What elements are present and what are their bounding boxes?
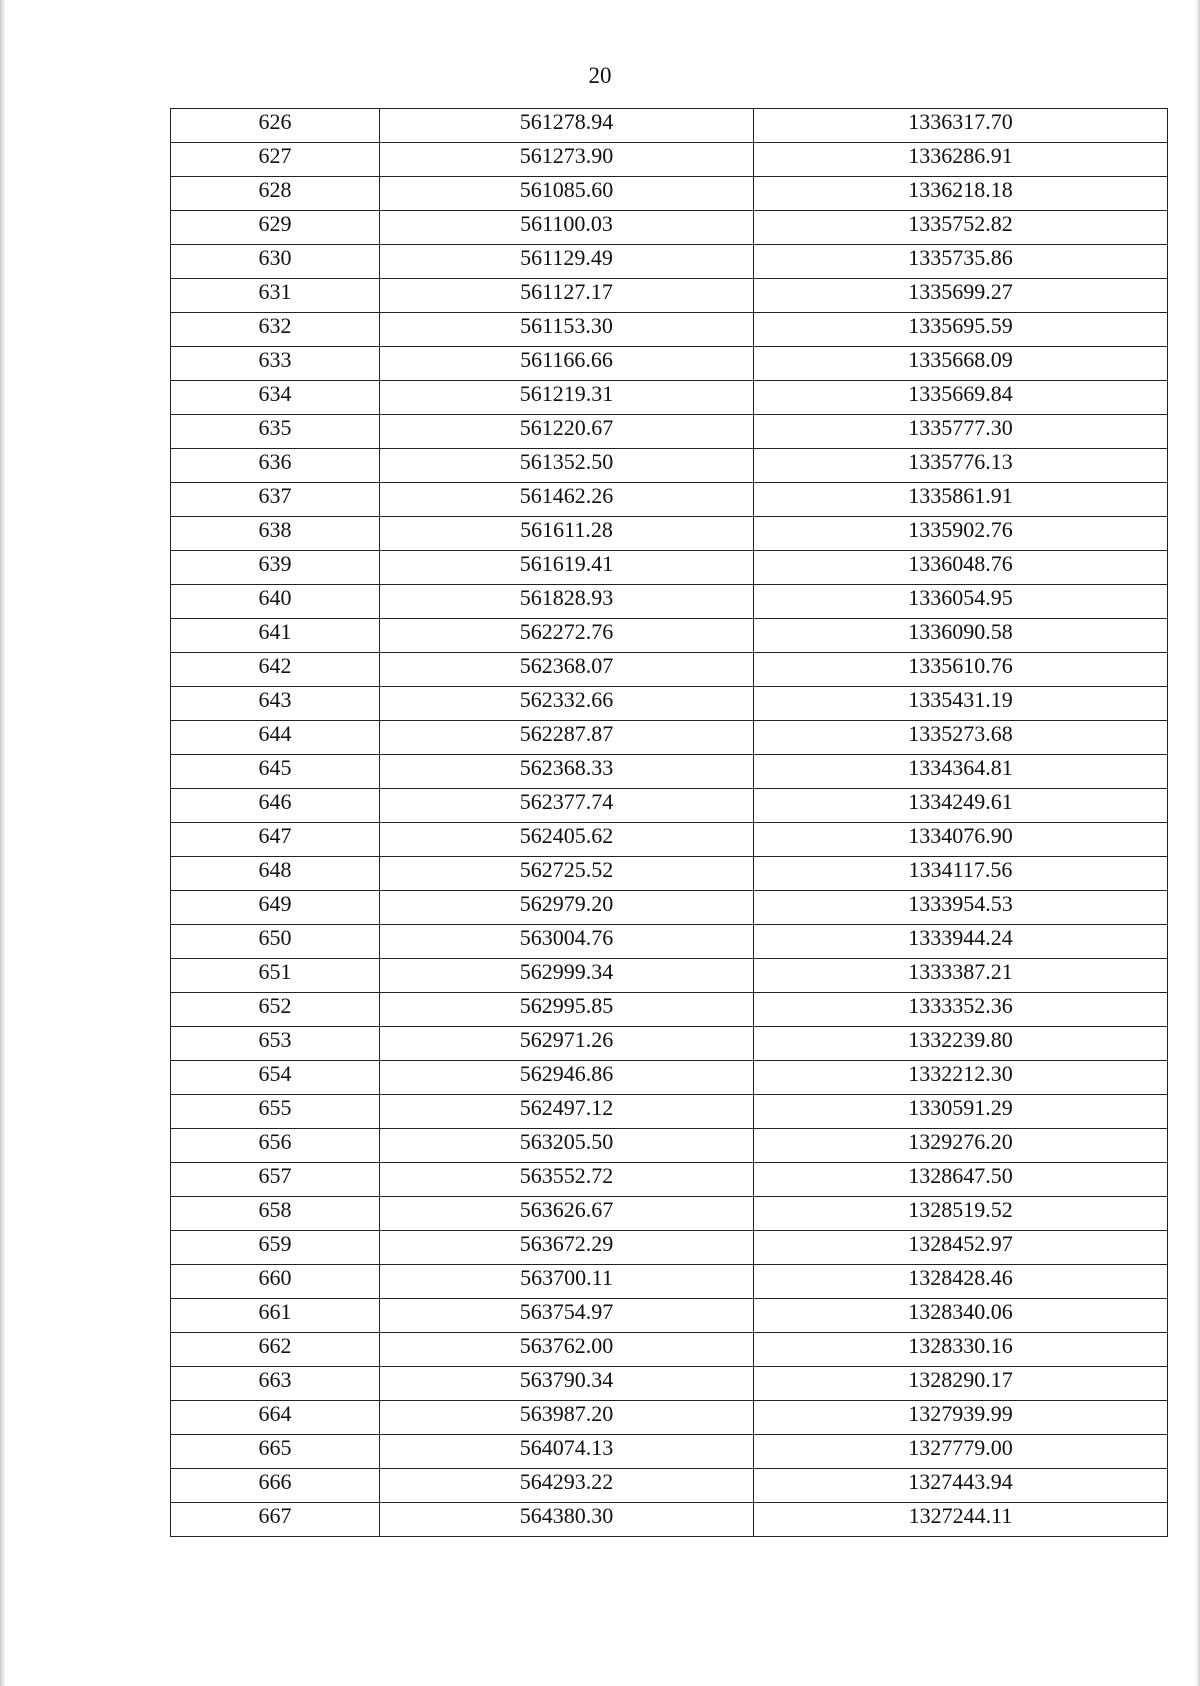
x-coordinate-cell: 561166.66 [380,347,754,381]
table-row [171,585,1168,619]
y-coordinate-cell: 1334076.90 [754,823,1168,857]
table-row [171,381,1168,415]
y-coordinate-cell: 1328647.50 [754,1163,1168,1197]
table-row [171,1163,1168,1197]
y-coordinate-cell: 1335777.30 [754,415,1168,449]
table-row [171,313,1168,347]
y-coordinate-cell: 1336048.76 [754,551,1168,585]
x-coordinate-cell: 562368.07 [380,653,754,687]
table-row [171,857,1168,891]
point-number-cell: 639 [171,551,380,585]
table-row [171,823,1168,857]
y-coordinate-cell: 1328290.17 [754,1367,1168,1401]
table-row [171,1299,1168,1333]
x-coordinate-cell: 563700.11 [380,1265,754,1299]
table-row [171,1333,1168,1367]
x-coordinate-cell: 563790.34 [380,1367,754,1401]
table-row [171,483,1168,517]
point-number-cell: 659 [171,1231,380,1265]
x-coordinate-cell: 562368.33 [380,755,754,789]
x-coordinate-cell: 563552.72 [380,1163,754,1197]
x-coordinate-cell: 562405.62 [380,823,754,857]
y-coordinate-cell: 1330591.29 [754,1095,1168,1129]
y-coordinate-cell: 1335861.91 [754,483,1168,517]
x-coordinate-cell: 562332.66 [380,687,754,721]
x-coordinate-cell: 562999.34 [380,959,754,993]
y-coordinate-cell: 1333352.36 [754,993,1168,1027]
point-number-cell: 654 [171,1061,380,1095]
table-row [171,755,1168,789]
y-coordinate-cell: 1335273.68 [754,721,1168,755]
table-row [171,1129,1168,1163]
point-number-cell: 633 [171,347,380,381]
x-coordinate-cell: 561129.49 [380,245,754,279]
x-coordinate-cell: 561100.03 [380,211,754,245]
x-coordinate-cell: 563205.50 [380,1129,754,1163]
y-coordinate-cell: 1336054.95 [754,585,1168,619]
y-coordinate-cell: 1336218.18 [754,177,1168,211]
x-coordinate-cell: 562979.20 [380,891,754,925]
point-number-cell: 647 [171,823,380,857]
y-coordinate-cell: 1335735.86 [754,245,1168,279]
table-row [171,1435,1168,1469]
x-coordinate-cell: 561153.30 [380,313,754,347]
y-coordinate-cell: 1335695.59 [754,313,1168,347]
point-number-cell: 664 [171,1401,380,1435]
y-coordinate-cell: 1327779.00 [754,1435,1168,1469]
coordinates-table-body [171,109,1168,1537]
y-coordinate-cell: 1327443.94 [754,1469,1168,1503]
point-number-cell: 660 [171,1265,380,1299]
point-number-cell: 645 [171,755,380,789]
y-coordinate-cell: 1335699.27 [754,279,1168,313]
point-number-cell: 644 [171,721,380,755]
table-row [171,211,1168,245]
point-number-cell: 646 [171,789,380,823]
x-coordinate-cell: 561273.90 [380,143,754,177]
point-number-cell: 626 [171,109,380,143]
point-number-cell: 641 [171,619,380,653]
x-coordinate-cell: 562377.74 [380,789,754,823]
table-row [171,449,1168,483]
y-coordinate-cell: 1334249.61 [754,789,1168,823]
table-row [171,1367,1168,1401]
y-coordinate-cell: 1336090.58 [754,619,1168,653]
table-row [171,1469,1168,1503]
y-coordinate-cell: 1334117.56 [754,857,1168,891]
page-number: 20 [588,63,612,88]
y-coordinate-cell: 1335902.76 [754,517,1168,551]
point-number-cell: 667 [171,1503,380,1537]
y-coordinate-cell: 1328452.97 [754,1231,1168,1265]
x-coordinate-cell: 564074.13 [380,1435,754,1469]
point-number-cell: 636 [171,449,380,483]
point-number-cell: 637 [171,483,380,517]
point-number-cell: 632 [171,313,380,347]
table-row [171,1197,1168,1231]
y-coordinate-cell: 1327244.11 [754,1503,1168,1537]
x-coordinate-cell: 562971.26 [380,1027,754,1061]
x-coordinate-cell: 561462.26 [380,483,754,517]
table-row [171,279,1168,313]
table-row [171,1265,1168,1299]
table-row [171,993,1168,1027]
y-coordinate-cell: 1332212.30 [754,1061,1168,1095]
x-coordinate-cell: 561352.50 [380,449,754,483]
y-coordinate-cell: 1335776.13 [754,449,1168,483]
x-coordinate-cell: 561611.28 [380,517,754,551]
point-number-cell: 657 [171,1163,380,1197]
table-row [171,619,1168,653]
x-coordinate-cell: 561219.31 [380,381,754,415]
y-coordinate-cell: 1333944.24 [754,925,1168,959]
table-row [171,415,1168,449]
scan-edge-left [0,0,6,1686]
table-row [171,551,1168,585]
point-number-cell: 628 [171,177,380,211]
y-coordinate-cell: 1336317.70 [754,109,1168,143]
x-coordinate-cell: 562287.87 [380,721,754,755]
y-coordinate-cell: 1327939.99 [754,1401,1168,1435]
table-row [171,1061,1168,1095]
x-coordinate-cell: 561220.67 [380,415,754,449]
x-coordinate-cell: 563754.97 [380,1299,754,1333]
point-number-cell: 630 [171,245,380,279]
table-row [171,1231,1168,1265]
point-number-cell: 665 [171,1435,380,1469]
y-coordinate-cell: 1332239.80 [754,1027,1168,1061]
y-coordinate-cell: 1334364.81 [754,755,1168,789]
y-coordinate-cell: 1335669.84 [754,381,1168,415]
x-coordinate-cell: 562497.12 [380,1095,754,1129]
point-number-cell: 629 [171,211,380,245]
point-number-cell: 648 [171,857,380,891]
table-row [171,245,1168,279]
x-coordinate-cell: 561619.41 [380,551,754,585]
table-row [171,721,1168,755]
point-number-cell: 656 [171,1129,380,1163]
point-number-cell: 658 [171,1197,380,1231]
y-coordinate-cell: 1335668.09 [754,347,1168,381]
table-row [171,1503,1168,1537]
y-coordinate-cell: 1335752.82 [754,211,1168,245]
table-row [171,959,1168,993]
x-coordinate-cell: 561127.17 [380,279,754,313]
point-number-cell: 643 [171,687,380,721]
point-number-cell: 655 [171,1095,380,1129]
y-coordinate-cell: 1328519.52 [754,1197,1168,1231]
x-coordinate-cell: 562946.86 [380,1061,754,1095]
x-coordinate-cell: 563672.29 [380,1231,754,1265]
x-coordinate-cell: 561828.93 [380,585,754,619]
coordinates-table [170,108,1168,1537]
x-coordinate-cell: 561085.60 [380,177,754,211]
table-row [171,177,1168,211]
point-number-cell: 650 [171,925,380,959]
table-row [171,1027,1168,1061]
y-coordinate-cell: 1329276.20 [754,1129,1168,1163]
x-coordinate-cell: 562995.85 [380,993,754,1027]
point-number-cell: 649 [171,891,380,925]
table-row [171,109,1168,143]
table-row [171,687,1168,721]
x-coordinate-cell: 562725.52 [380,857,754,891]
table-row [171,789,1168,823]
point-number-cell: 638 [171,517,380,551]
point-number-cell: 666 [171,1469,380,1503]
point-number-cell: 663 [171,1367,380,1401]
table-row [171,1401,1168,1435]
y-coordinate-cell: 1328340.06 [754,1299,1168,1333]
y-coordinate-cell: 1335610.76 [754,653,1168,687]
table-row [171,925,1168,959]
point-number-cell: 640 [171,585,380,619]
table-row [171,891,1168,925]
table-row [171,517,1168,551]
point-number-cell: 631 [171,279,380,313]
point-number-cell: 652 [171,993,380,1027]
x-coordinate-cell: 563987.20 [380,1401,754,1435]
x-coordinate-cell: 563626.67 [380,1197,754,1231]
x-coordinate-cell: 561278.94 [380,109,754,143]
y-coordinate-cell: 1333387.21 [754,959,1168,993]
y-coordinate-cell: 1336286.91 [754,143,1168,177]
point-number-cell: 627 [171,143,380,177]
point-number-cell: 642 [171,653,380,687]
x-coordinate-cell: 562272.76 [380,619,754,653]
x-coordinate-cell: 563762.00 [380,1333,754,1367]
point-number-cell: 661 [171,1299,380,1333]
table-row [171,347,1168,381]
point-number-cell: 662 [171,1333,380,1367]
point-number-cell: 635 [171,415,380,449]
x-coordinate-cell: 563004.76 [380,925,754,959]
y-coordinate-cell: 1328428.46 [754,1265,1168,1299]
y-coordinate-cell: 1335431.19 [754,687,1168,721]
point-number-cell: 653 [171,1027,380,1061]
point-number-cell: 634 [171,381,380,415]
table-row [171,143,1168,177]
y-coordinate-cell: 1333954.53 [754,891,1168,925]
y-coordinate-cell: 1328330.16 [754,1333,1168,1367]
point-number-cell: 651 [171,959,380,993]
table-row [171,1095,1168,1129]
table-row [171,653,1168,687]
x-coordinate-cell: 564293.22 [380,1469,754,1503]
scan-edge-right [1195,0,1200,1686]
x-coordinate-cell: 564380.30 [380,1503,754,1537]
